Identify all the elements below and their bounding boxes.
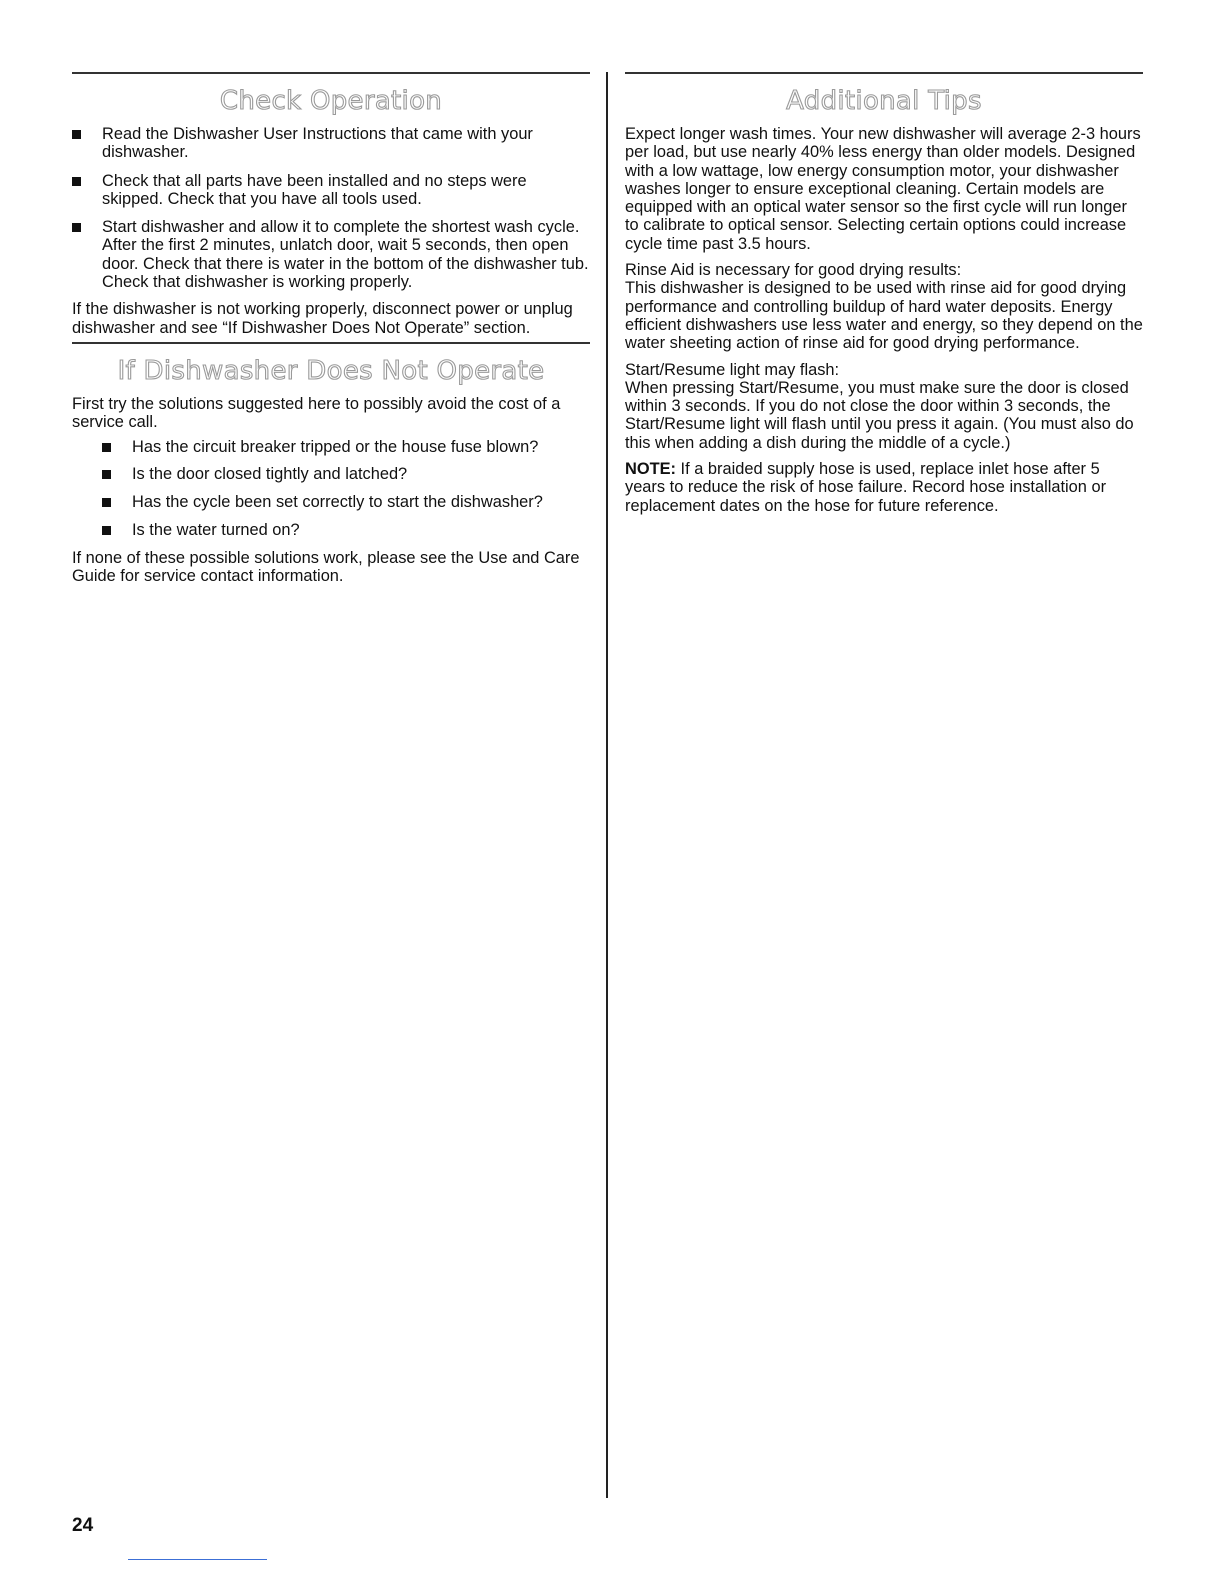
note-paragraph xyxy=(625,460,1143,515)
flash-paragraph xyxy=(625,361,1143,452)
section-rule xyxy=(625,72,1143,74)
column-divider xyxy=(606,72,608,1498)
additional-tips-section xyxy=(625,72,1143,515)
page-number: 24 xyxy=(72,1515,94,1536)
left-column xyxy=(72,72,590,593)
flash-body: When pressing Start/Resume, you must make sure the door is closed within 3 seconds. If you do not close the door within 3 seconds, the Start/Resume light will flash until you press it again. (You must also do this when adding a dish during the middle of a cycle.) xyxy=(625,378,1134,452)
square-bullet-icon xyxy=(72,177,81,186)
list-item: Has the cycle been set correctly to start the dishwasher? xyxy=(102,493,590,511)
square-bullet-icon xyxy=(102,498,111,507)
square-bullet-icon xyxy=(72,223,81,232)
wash-times-paragraph: Expect longer wash times. Your new dishwasher will average 2-3 hours per load, but use nearly 40% less energy than older models. Designed with a low wattage, low energy consumption motor, your dishwasher washes longer to ensure exceptional cleaning. Certain models are equipped with an optical water sensor so the first cycle will run longer to calibrate to optical sensor. Selecting certain options could increase cycle time past 3.5 hours. xyxy=(625,125,1141,253)
list-item: Is the water turned on? xyxy=(102,521,590,539)
square-bullet-icon xyxy=(102,443,111,452)
list-item: Check that all parts have been installed and no steps were skipped. Check that you have all tools used. xyxy=(72,172,590,209)
does-not-operate-title: If Dishwasher Does Not Operate xyxy=(117,355,545,386)
check-operation-closing: If the dishwasher is not working properly, disconnect power or unplug dishwasher and see “If Dishwasher Does Not Operate” section. xyxy=(72,300,573,337)
list-item: Read the Dishwasher User Instructions that came with your dishwasher. xyxy=(72,125,590,162)
square-bullet-icon xyxy=(102,526,111,535)
rinse-aid-heading: Rinse Aid is necessary for good drying results: xyxy=(625,261,962,280)
check-operation-section xyxy=(72,72,590,337)
list-item: Is the door closed tightly and latched? xyxy=(102,465,590,483)
check-operation-title: Check Operation xyxy=(219,86,443,116)
does-not-operate-closing: If none of these possible solutions work, please see the Use and Care Guide for service contact information. xyxy=(72,548,580,586)
flash-heading: Start/Resume light may flash: xyxy=(625,360,840,379)
rinse-aid-paragraph xyxy=(625,261,1143,352)
does-not-operate-list xyxy=(72,438,590,540)
note-label: NOTE: xyxy=(625,460,676,479)
note-body: If a braided supply hose is used, replace inlet hose after 5 years to reduce the risk of hose failure. Record hose installation or replacement dates on the hose for future reference. xyxy=(625,460,1107,515)
additional-tips-title: Additional Tips xyxy=(786,86,982,116)
check-operation-list xyxy=(72,125,590,291)
section-rule xyxy=(72,342,590,344)
square-bullet-icon xyxy=(102,470,111,479)
list-item: Start dishwasher and allow it to complete the shortest wash cycle. After the first 2 minutes, unlatch door, wait 5 seconds, then open door. Check that there is water in the bottom of the dishwasher tub. Check that dishwasher is working properly. xyxy=(72,218,590,291)
right-column xyxy=(625,72,1143,523)
does-not-operate-section xyxy=(72,342,590,585)
list-item: Has the circuit breaker tripped or the house fuse blown? xyxy=(102,438,590,456)
rinse-aid-body: This dishwasher is designed to be used with rinse aid for good drying performance and controlling buildup of hard water deposits. Energy efficient dishwashers use less water and energy, so they depend on the water sheeting action of rinse aid for good drying performance. xyxy=(625,279,1143,353)
square-bullet-icon xyxy=(72,130,81,139)
does-not-operate-intro: First try the solutions suggested here to possibly avoid the cost of a service call. xyxy=(72,394,561,432)
footer-rule xyxy=(128,1559,267,1560)
section-rule xyxy=(72,72,590,74)
